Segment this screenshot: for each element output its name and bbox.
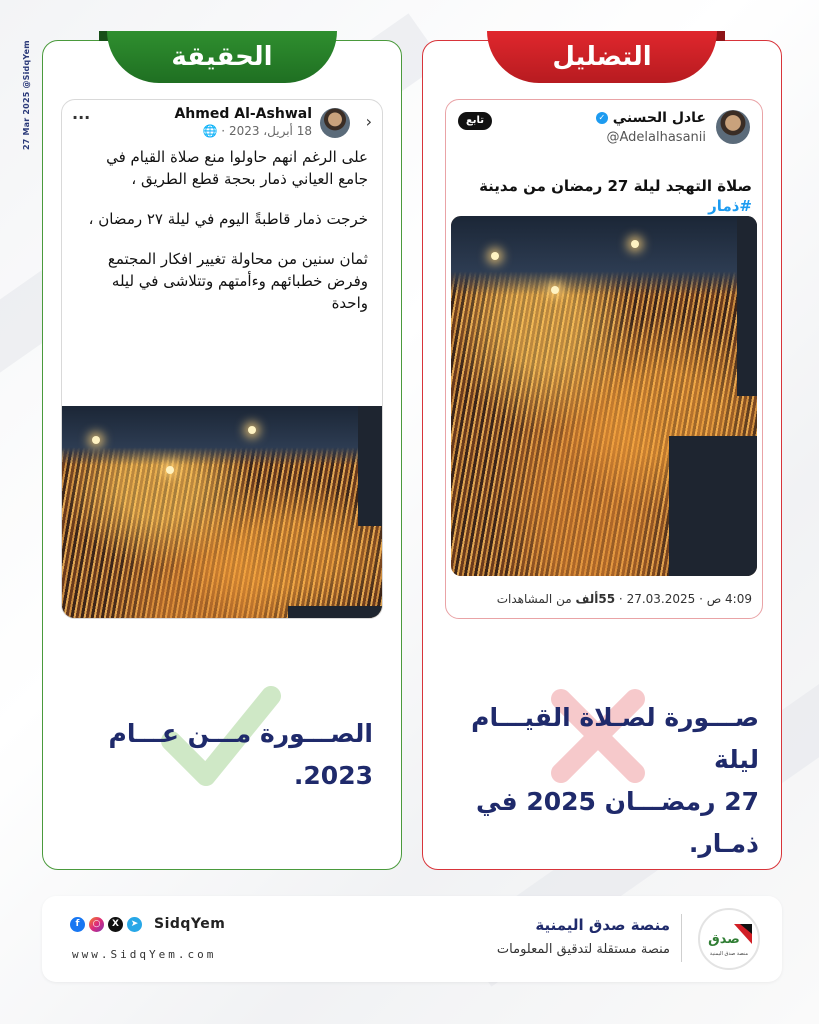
x-icon[interactable]: X	[108, 917, 123, 932]
chevron-right-icon[interactable]: ›	[365, 112, 372, 131]
globe-icon: 🌐	[202, 124, 218, 138]
street-lamp	[551, 286, 559, 294]
org-name: منصة صدق اليمنية	[535, 916, 670, 934]
building-shape	[288, 606, 382, 619]
follow-button[interactable]: تابع	[458, 112, 492, 130]
truth-post-meta	[203, 124, 312, 138]
truth-panel	[42, 40, 402, 870]
fake-caption	[429, 697, 759, 865]
fake-author-handle[interactable]: @Adelalhasanii	[606, 130, 706, 145]
truth-paragraph-3: ثمان سنين من محاولة تغيير افكار المجتمع وفرض خطبائهم وءأمتهم وتتلاشى في ليله واحدة	[107, 250, 368, 312]
fake-post-card	[445, 99, 763, 619]
fake-views-label: من المشاهدات	[496, 592, 572, 606]
fake-post-text	[452, 176, 752, 216]
org-tagline: منصة مستقلة لتدقيق المعلومات	[496, 942, 670, 957]
street-lamp	[491, 252, 499, 260]
truth-paragraph-1: على الرغم انهم حاولوا منع صلاة القيام في جامع العياني ذمار بحجة قطع الطريق ،	[106, 148, 368, 188]
instagram-icon[interactable]: ○	[89, 917, 104, 932]
date-stamp: 27 Mar 2025 @SidqYem	[22, 40, 31, 150]
fake-author-name-row[interactable]	[593, 110, 706, 126]
logo-subtext: منصة صدق اليمنية	[709, 951, 749, 957]
street-lamp	[92, 436, 100, 444]
truth-post-text	[72, 146, 368, 332]
logo-text: صدق	[708, 932, 740, 947]
hashtag-link[interactable]: #ذمار	[708, 197, 752, 215]
fake-caption-line-1: صـــورة لصـلاة القيـــام ليلة	[471, 703, 759, 774]
truth-post-date: 18 أبريل، 2023 ·	[221, 124, 312, 138]
stats-separator: ·	[615, 592, 623, 606]
truth-paragraph-2: خرجت ذمار قاطبةً اليوم في ليلة ٢٧ رمضان ،	[88, 210, 368, 228]
fake-label: التضليل	[487, 31, 717, 83]
street-lamp	[166, 466, 174, 474]
fake-post-datetime: 4:09 ص · 27.03.2025	[626, 592, 752, 606]
truth-author-name[interactable]: Ahmed Al-Ashwal	[174, 106, 312, 122]
telegram-icon[interactable]: ➤	[127, 917, 142, 932]
footer-divider	[681, 914, 682, 962]
truth-author-avatar	[320, 108, 350, 138]
fake-author-avatar	[716, 110, 750, 144]
fake-crowd-photo	[451, 216, 757, 576]
fake-post-stats	[497, 592, 752, 606]
truth-caption: الصـــورة مـــن عـــام 2023.	[108, 719, 373, 790]
street-lamp	[248, 426, 256, 434]
truth-post-header	[62, 100, 382, 144]
social-links	[70, 916, 225, 932]
building-shape	[669, 436, 757, 576]
verified-badge-icon: ✓	[596, 112, 608, 124]
street-lamp	[631, 240, 639, 248]
building-shape	[737, 216, 757, 396]
fake-post-body: صلاة التهجد ليلة 27 رمضان من مدينة	[479, 177, 752, 195]
truth-label: الحقيقة	[107, 31, 337, 83]
fake-views-count: 55ألف	[575, 592, 616, 606]
sidqyem-logo	[698, 908, 760, 970]
footer	[42, 896, 782, 982]
fake-panel	[422, 40, 782, 870]
website-link[interactable]: www.SidqYem.com	[72, 948, 217, 961]
fake-post-header	[446, 100, 762, 160]
fake-author-name[interactable]: عادل الحسني	[612, 110, 706, 126]
facebook-icon[interactable]: f	[70, 917, 85, 932]
more-options-icon[interactable]: ···	[72, 108, 91, 127]
truth-post-card	[61, 99, 383, 619]
truth-crowd-photo	[62, 406, 382, 619]
building-shape	[358, 406, 382, 526]
social-handle[interactable]: SidqYem	[154, 916, 226, 932]
fake-caption-line-2: 27 رمضـــان 2025 في ذمـار.	[475, 787, 759, 858]
